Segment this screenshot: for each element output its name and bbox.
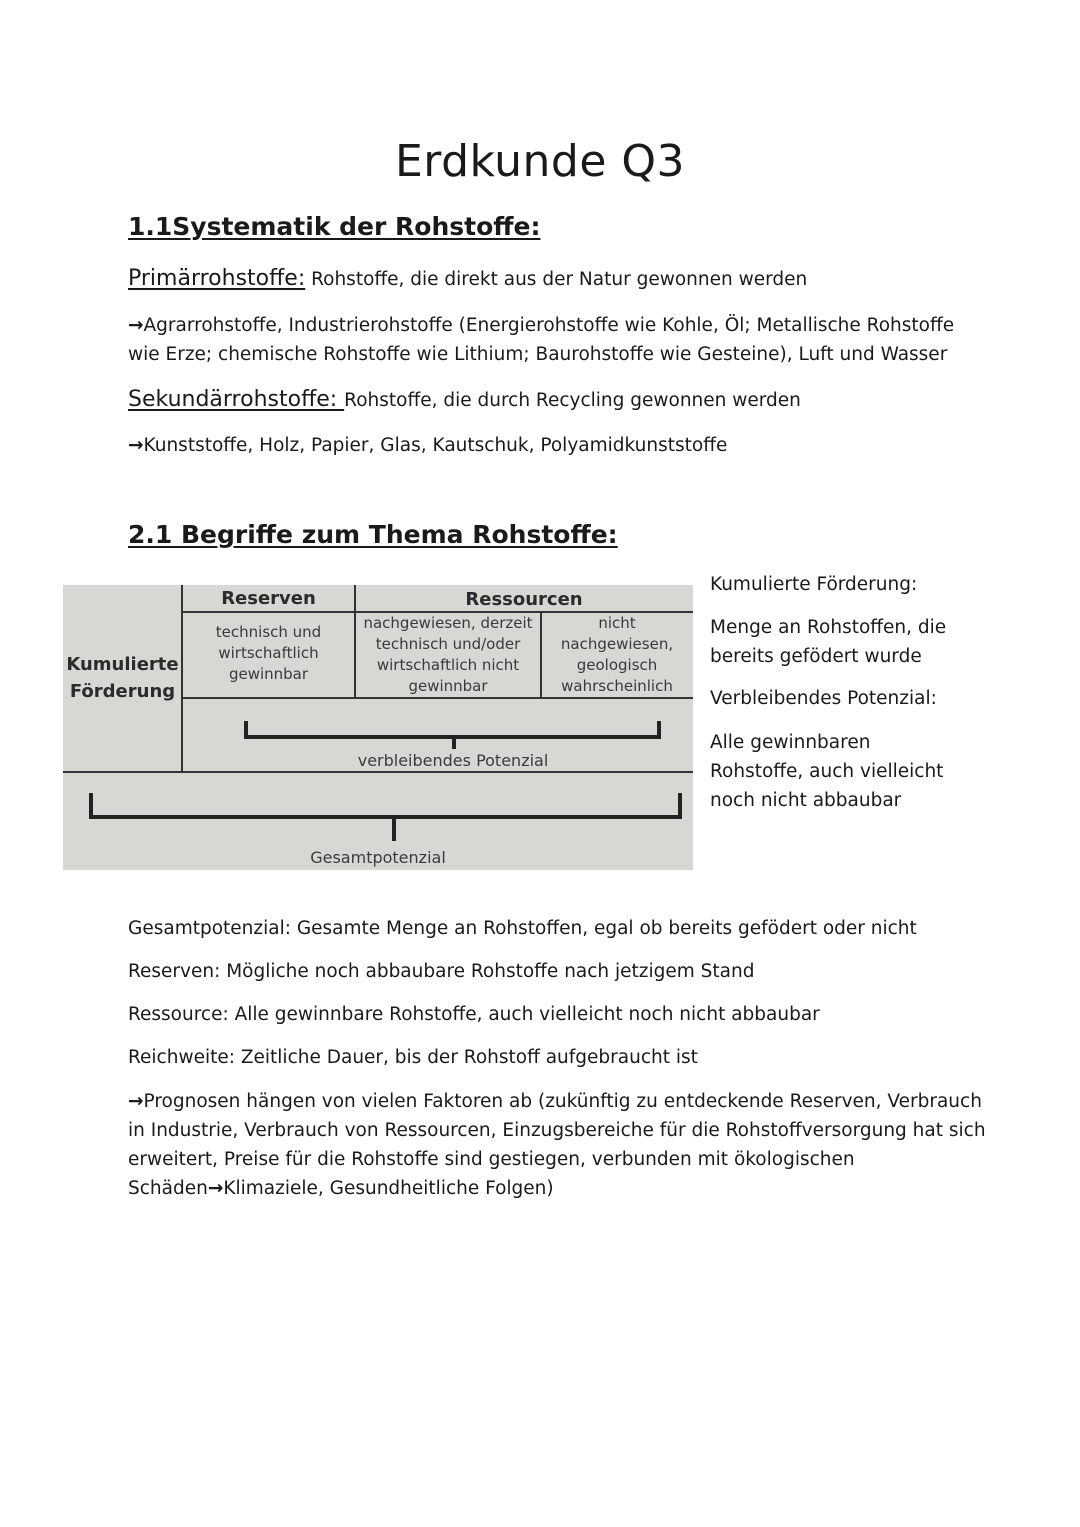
section-heading-systematik: 1.1Systematik der Rohstoffe: xyxy=(128,212,541,241)
kumulierte-foerderung-label: Kumulierte Förderung xyxy=(66,654,179,702)
primaer-definition: Rohstoffe, die direkt aus der Natur gewonnen werden xyxy=(305,269,808,290)
primaer-examples xyxy=(128,311,954,369)
ressourcen-header: Ressourcen xyxy=(465,589,583,610)
def-reserven: Reserven: Mögliche noch abbaubare Rohstoffe nach jetzigem Stand xyxy=(128,961,755,982)
section-heading-begriffe: 2.1 Begriffe zum Thema Rohstoffe: xyxy=(128,520,618,549)
arrow-icon: → xyxy=(128,435,144,456)
gesamtpotenzial-label: Gesamtpotenzial xyxy=(310,848,446,867)
arrow-icon: → xyxy=(128,315,144,336)
side-kumulierte-label: Kumulierte Förderung: xyxy=(710,574,918,595)
sekundaer-examples-text: Kunststoffe, Holz, Papier, Glas, Kautschuk, Polyamidkunststoffe xyxy=(143,435,728,456)
reserven-header: Reserven xyxy=(221,588,316,609)
ressourcen-nicht-nachgewiesen-cell: nicht nachgewiesen, geologisch wahrscheinlich xyxy=(560,614,674,695)
page-title: Erdkunde Q3 xyxy=(394,136,686,187)
verbleibendes-potenzial-label: verbleibendes Potenzial xyxy=(357,751,549,770)
def-gesamtpotenzial: Gesamtpotenzial: Gesamte Menge an Rohstoffen, egal ob bereits gefödert oder nicht xyxy=(128,918,917,939)
reserven-cell: technisch und wirtschaftlich gewinnbar xyxy=(215,623,322,683)
primaer-paragraph xyxy=(128,264,807,294)
sekundaer-definition: Rohstoffe, die durch Recycling gewonnen werden xyxy=(344,390,801,411)
side-verbleibend-definition: Alle gewinnbaren Rohstoffe, auch vielleicht noch nicht abbaubar xyxy=(710,732,944,811)
def-ressource: Ressource: Alle gewinnbare Rohstoffe, auch vielleicht noch nicht abbaubar xyxy=(128,1004,820,1025)
ressourcen-nachgewiesen-cell: nachgewiesen, derzeit technisch und/oder wirtschaftlich nicht gewinnbar xyxy=(363,614,533,695)
rohstoff-potenzial-diagram xyxy=(63,585,693,870)
primaer-term: Primärrohstoffe: xyxy=(128,266,306,291)
def-reichweite: Reichweite: Zeitliche Dauer, bis der Rohstoff aufgebraucht ist xyxy=(128,1047,698,1068)
primaer-examples-line2: wie Erze; chemische Rohstoffe wie Lithium; Baurohstoffe wie Gesteine), Luft und Wasser xyxy=(128,344,948,365)
side-verbleibend-label: Verbleibendes Potenzial: xyxy=(710,688,937,709)
sekundaer-term: Sekundärrohstoffe: xyxy=(128,387,345,412)
sekundaer-paragraph xyxy=(128,385,801,415)
side-kumulierte-definition: Menge an Rohstoffen, die bereits gefödert wurde xyxy=(710,617,947,667)
primaer-examples-line1: Agrarrohstoffe, Industrierohstoffe (Energierohstoffe wie Kohle, Öl; Metallische Rohstoffe xyxy=(143,315,955,336)
arrow-icon: → xyxy=(128,1091,144,1112)
prognose-paragraph: →Prognosen hängen von vielen Faktoren ab (zukünftig zu entdeckende Reserven, Verbrauch in Industrie, Verbrauch von Ressourcen, Einzugsbereiche für die Rohstoffversorgung hat sich erweitert, Preise für die Rohstoffe sind gestiegen, verbunden mit ökologischen Schäden→Klimaziele, Gesundheitliche Folgen) xyxy=(128,1091,986,1199)
sekundaer-examples xyxy=(128,431,727,460)
arrow-icon: → xyxy=(207,1178,224,1199)
